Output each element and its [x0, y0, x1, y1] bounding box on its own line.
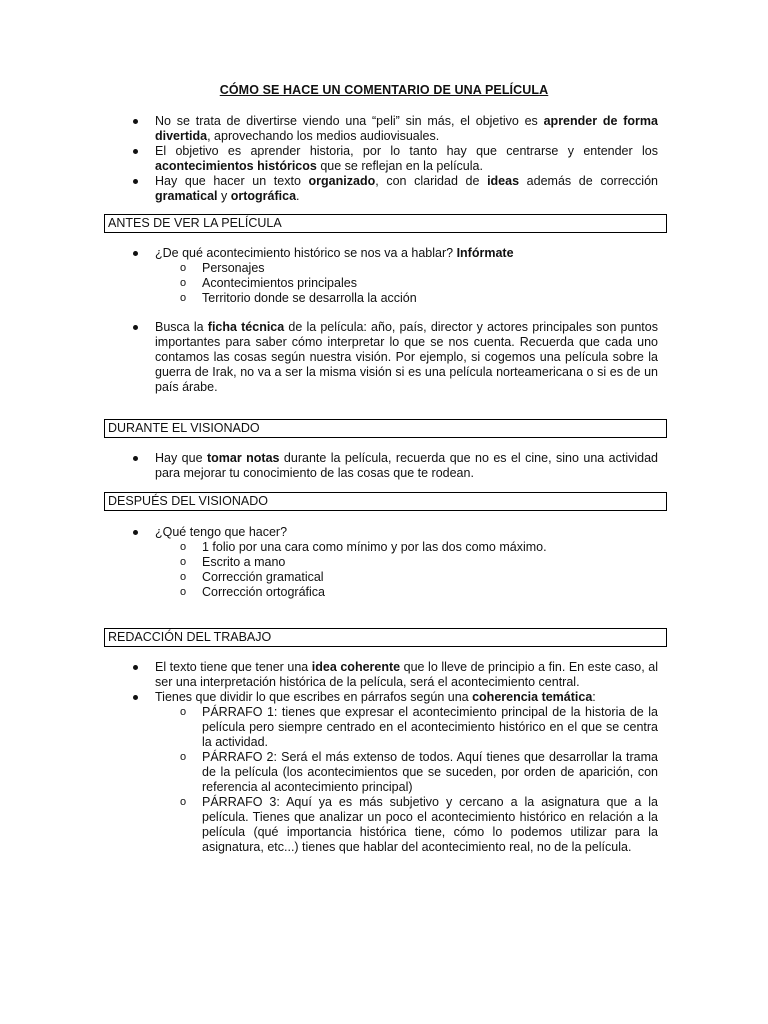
section-header-durante: DURANTE EL VISIONADO [104, 419, 667, 438]
paragraph-3-item: o PÁRRAFO 3: Aquí ya es más subjetivo y cercano a la asignatura que a la película. Tienes que analizar un poco el acontecimiento histórico en relación a la película (qué importancia histórica tiene, cómo lo podemos utilizar para la asignatura, etc...) tienes que hablar del acontecimiento real, no de la película. [0, 795, 768, 855]
redaccion-bullet-1: El texto tiene que tener una idea coherente que lo lleve de principio a fin. En este caso, al ser una interpretación histórica de la película, será el acontecimiento central. [0, 660, 768, 690]
section-header-redaccion: REDACCIÓN DEL TRABAJO [104, 628, 667, 647]
intro-bullet-1: No se trata de divertirse viendo una “peli” sin más, el objetivo es aprender de forma divertida, aprovechando los medios audiovisuales. [0, 114, 768, 144]
despues-sub-item: o Corrección ortográfica [0, 585, 768, 600]
despues-list [0, 525, 768, 600]
paragraph-2-item: o PÁRRAFO 2: Será el más extenso de todos. Aquí tienes que desarrollar la trama de la película (los acontecimientos que se suceden, por orden de aparición, con referencia al acontecimiento principal) [0, 750, 768, 795]
antes-question: ¿De qué acontecimiento histórico se nos va a hablar? Infórmate [0, 246, 768, 261]
antes-list [0, 246, 768, 306]
redaccion-bullet-2: Tienes que dividir lo que escribes en párrafos según una coherencia temática: [0, 690, 768, 705]
despues-sub-item: o Escrito a mano [0, 555, 768, 570]
despues-sub-item: o 1 folio por una cara como mínimo y por las dos como máximo. [0, 540, 768, 555]
despues-sub-item: o Corrección gramatical [0, 570, 768, 585]
durante-bullet: Hay que tomar notas durante la película, recuerda que no es el cine, sino una actividad para mejorar tu conocimiento de las cosas que te rodean. [0, 451, 768, 481]
redaccion-list [0, 660, 768, 855]
despues-question: ¿Qué tengo que hacer? [0, 525, 768, 540]
antes-sub-item: o Territorio donde se desarrolla la acción [0, 291, 768, 306]
intro-list [0, 114, 768, 204]
durante-list [0, 451, 768, 481]
paragraph-1-item: o PÁRRAFO 1: tienes que expresar el acontecimiento principal de la historia de la película pero siempre centrado en el acontecimiento histórico en el que se centra la actividad. [0, 705, 768, 750]
ficha-bullet: Busca la ficha técnica de la película: año, país, director y actores principales son puntos importantes para saber cómo interpretar lo que se nos cuenta. Recuerda que cada uno contamos las cosas según nuestra visión. Por ejemplo, si cogemos una película sobre la guerra de Irak, no va a ser la misma visión si es una película norteamericana o si es de un país árabe. [0, 320, 768, 395]
section-header-antes: ANTES DE VER LA PELÍCULA [104, 214, 667, 233]
ficha-list [0, 320, 768, 395]
section-header-despues: DESPUÉS DEL VISIONADO [104, 492, 667, 511]
intro-bullet-3: Hay que hacer un texto organizado, con claridad de ideas además de corrección gramatical y ortográfica. [0, 174, 768, 204]
antes-sub-item: o Personajes [0, 261, 768, 276]
document-title: CÓMO SE HACE UN COMENTARIO DE UNA PELÍCULA [219, 83, 549, 97]
antes-sub-item: o Acontecimientos principales [0, 276, 768, 291]
intro-bullet-2: El objetivo es aprender historia, por lo tanto hay que centrarse y entender los acontecimientos históricos que se reflejan en la película. [0, 144, 768, 174]
